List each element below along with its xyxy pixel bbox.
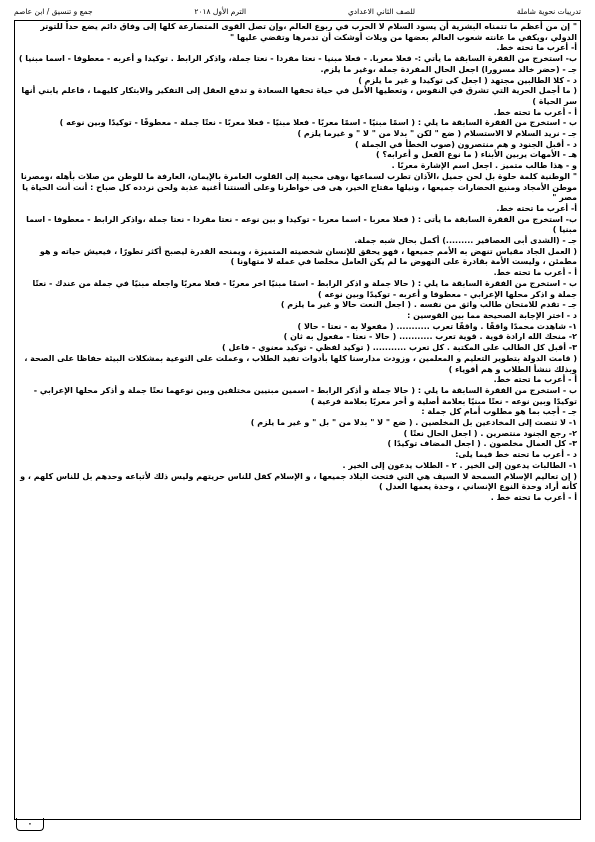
question-line: ١- لا تنصت إلى المخادعين بل المخلصين . ( ضع " لا " بدلا من " بل " و غير ما يلزم ) — [250, 418, 577, 428]
choice-line: ٣- أقبل كل الطالب على المكتبة . كل تعرب ........... ( توكيد لفظي - توكيد معنوي - فاعل ) — [222, 343, 577, 353]
question-line: جـ - تقدم للامتحان طالب واثق من نفسه . ( اجعل النعت حالا و غير ما يلزم ) — [280, 300, 577, 310]
question-line: د - أقبل الجنود و هم منتصرون (صوب الخطأ في الجملة ) — [354, 139, 577, 149]
question-line: أ- أعرب ما تحته خط. — [496, 43, 577, 53]
choice-line: ٢- منحك الله ارادة قوية . قوية تعرب ........... ( حالا - نعتا - مفعول به ثان ) — [283, 332, 577, 342]
passage-3: " الوطنية كلمة حلوة بل لحن جميل ،الآذان تطرب لسماعها ،وهى محببة إلى القلوب العامرة بالإيمان، العارفة ما للوطن من صلات بأهله ،ومصرنا موطن الأمجاد ومنبع الحضارات جميعها ، ونيلها مفتاح الخير، هى فى خواطرنا وعلى ألسنتنا أغنية عذبة ولحن نردده كل صباح : أنت أنت الحياة يا مصر " — [20, 171, 577, 203]
question-line: أ - أعرب ما تحته خط. — [493, 375, 577, 385]
passage-2: ( ما أجمل الحرية التي تشرق في النفوس ، وتعطيها الأمل في حياة تحفها السعادة و تدفع العقل إلى التفكير والابتكار كليهما ، فاعلم يابني أنها سر الحياة ) — [21, 86, 577, 106]
question-line: ب- استخرج من الفقرة السابقة ما يأتي :- فعلا معربا. - فعلا مبنيا - نعتا مفردا - نعتا جملة، واذكر الرابط . توكيدا و أعربه - معطوفا - اسما مبنيا ) — [18, 54, 577, 64]
question-line: جـ - أجب بما هو مطلوب أمام كل جملة : — [421, 407, 577, 417]
question-line: هـ - الأمهات يربين الأبناء ( ما نوع الفعل و أعرابه؟ ) — [375, 150, 577, 160]
question-line: ب - استخرج من الفقرة السابقة ما يلي : ( حالا جملة و اذكر الرابط - اسمًا مبنيًا اخر معربًا - فعلا معربًا واجعله مبنيًا في جملة من عندك - نعتًا جملة و اذكر محلها الإعرابي - معطوفا و أعربه - توكيدًا وبين نوعه ) — [32, 278, 577, 299]
choice-line: ١- شاهدت محمدًا واقفًا . واقفًا تعرب ........... ( مفعولا به - نعتا - حالا ) — [297, 321, 577, 331]
question-line: ب - استخرج من الفقرة السابقة ما يلي : ( اسمًا مبنيًا - اسمًا معربًا - فعلا مبنيًا - فعلا معربًا - نعتًا جملة - معطوفًا - توكيدًا وبين نوعه ) — [59, 118, 577, 128]
header-term: الترم الأول ٢٠١٨ — [194, 6, 247, 16]
header-author: جمع و تنسيق / ابن عاصم — [14, 6, 93, 16]
question-line: أ- أعرب ما تحته خط. — [496, 203, 577, 213]
passage-1: " إن من أعظم ما تتمناه البشرية أن يسود السلام لا الحرب في ربوع العالم ،وإن تصل القوى المتصارعة كلها إلى وفاق دائم يضع حداً للتوتر الدولي ،ويكفي ما عانته شعوب العالم بعضها من ويلات أوشكت أن تدمرها وتقضي عليها " — [40, 22, 577, 42]
question-line: د - كلا الطالبين مجتهد ( اجعل كى توكيدا و غير ما يلزم ) — [358, 75, 577, 85]
passage-6: ( إن تعاليم الإسلام السمحة لا السيف هي التي فتحت البلاد جميعها ، و الإسلام كفل للناس حريتهم وليس ذلك لأتباعه وحدهم بل للناس كلهم ، و كأنه أراد وحدة النوع الإنساني ، وحدة يعمها العدل ) — [20, 471, 577, 492]
question-line: ١- الطالبات يدعون إلى الخير . ٢ - الطلاب يدعون إلى الخير . — [342, 460, 577, 470]
question-line: أ - أعرب ما تحته خط . — [490, 492, 577, 502]
question-line: جـ - نريد السلام لا الاستسلام ( ضع " لكن " بدلا من " لا " و غيرما يلزم ) — [297, 129, 577, 139]
worksheet-content — [18, 22, 577, 504]
question-line: جـ - (حضر خالد مسرورا) اجعل الحال المفردة جملة ،وغير ما يلزم. — [320, 64, 577, 74]
question-line: د - أعرب ما تحته خط فيما يلى: — [455, 450, 577, 460]
question-line: جـ - (الشدى أبى العصافير .........) أكمل بحال شبه جملة. — [354, 236, 577, 246]
question-line: ٢- رجع الجنود منتصرين . ( اجعل الحال نعتًا ) — [403, 428, 577, 438]
header-title: تدريبات نحوية شاملة — [516, 6, 581, 16]
question-line: ب - استخرج من الفقرة السابقة ما يلي : ( حالا جملة و أذكر الرابط - اسمين مبنيين مختلفين وبين نوعهما نعتًا جملة و أذكر محلها الإعرابي - توكيدًا وبين نوعه - نعتًا مبنيًا بعلامة أصلية و أخر معربًا بعلامة فرعية ) — [33, 385, 577, 406]
question-line: و - هذا طالب متميز . اجعل اسم الإشارة معربًا . — [391, 161, 577, 171]
question-line: د - اختر الإجابة الصحيحة مما بين القوسين : — [407, 310, 577, 320]
page-number: ٠ — [16, 818, 44, 831]
question-line: أ - أعرب ما تحته خط. — [493, 107, 577, 117]
question-line: ب- استخرج من الفقرة السابقة ما يأتى : ( فعلا معربا - اسما معربا - توكيدا و بين نوعه - نعتا مفردا - نعتا جملة ،واذكر الرابط - معطوفا - اسما مبنيا ) — [26, 214, 577, 235]
passage-5: ( قامت الدولة بتطوير التعليم و المعلمين ، وزودت مدارسنا كلها بأدوات تفيد الطلاب ، وعملت على التوعية بمشكلات البيئة حفاظا على الصحة ، وبذلك ننشأ الطلاب و هم أقوياء ) — [24, 353, 577, 374]
header-grade: للصف الثاني الاعدادي — [347, 6, 416, 16]
passage-4: ( العمل الجاد مقياس تنهض به الأمم جميعها ، فهو يحقق للإنسان شخصيته المتميزة ، ويمنحه القدرة ليصبح أكثر تطورًا ، فيعيش حياته و هو مطمئن ، وليست الأمة بقادرة على النهوض ما لم يكن العامل مخلصا في عمله لا متهاونا ) — [39, 246, 577, 267]
page-header — [14, 4, 581, 18]
question-line: ٣- كل العمال مخلصون . ( اجعل المضاف توكيدًا ) — [387, 439, 577, 449]
question-line: أ - أعرب ما تحته خط. — [493, 268, 577, 278]
